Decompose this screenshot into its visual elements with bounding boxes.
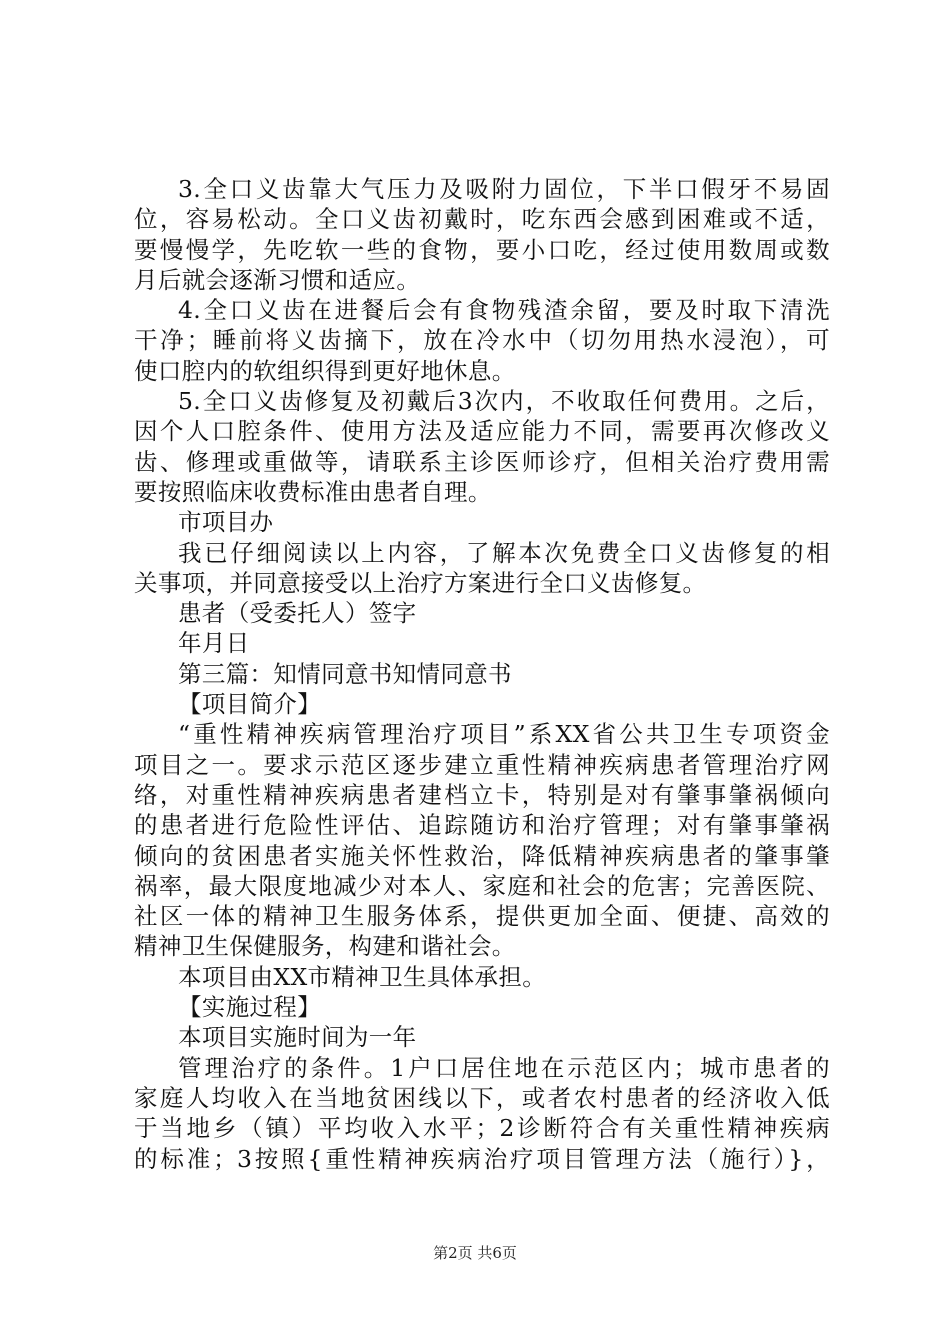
text-line: 社区一体的精神卫生服务体系，提供更加全面、便捷、高效的 [134,902,830,931]
text-line: 3.全口义齿靠大气压力及吸附力固位，下半口假牙不易固 [178,175,830,203]
text-line: 关事项，并同意接受以上治疗方案进行全口义齿修复。 [134,568,707,597]
text-line: 本项目实施时间为一年 [178,1023,417,1052]
text-line: 倾向的贫困患者实施关怀性救治，降低精神疾病患者的肇事肇 [134,841,830,870]
text-line: 干净；睡前将义齿摘下，放在冷水中（切勿用热水浸泡），可 [134,326,830,355]
text-line: 项目之一。要求示范区逐步建立重性精神疾病患者管理治疗网 [134,750,830,779]
text-line: 要按照临床收费标准由患者自理。 [134,477,492,506]
text-line: 【项目简介】 [178,690,322,719]
text-line: 【实施过程】 [178,993,322,1022]
text-line: 第三篇：知情同意书知情同意书 [178,659,512,688]
text-line: 因个人口腔条件、使用方法及适应能力不同，需要再次修改义 [134,417,830,446]
text-line: 月后就会逐渐习惯和适应。 [134,265,421,294]
text-line: 我已仔细阅读以上内容，了解本次免费全口义齿修复的相 [178,538,830,567]
page-footer [0,1243,950,1263]
text-line: 患者（受委托人）签字 [178,599,417,628]
text-line: 位，容易松动。全口义齿初戴时，吃东西会感到困难或不适， [134,205,830,234]
document-body [134,174,830,1174]
text-line: “重性精神疾病管理治疗项目”系XX省公共卫生专项资金 [178,720,830,749]
page-number: 第2页 共6页 [433,1244,517,1262]
text-line: 于当地乡（镇）平均收入水平；2诊断符合有关重性精神疾病 [134,1114,830,1143]
text-line: 4.全口义齿在进餐后会有食物残渣余留，要及时取下清洗 [178,296,830,325]
text-line: 精神卫生保健服务，构建和谐社会。 [134,932,516,961]
text-line: 年月日 [178,629,250,658]
text-line: 使口腔内的软组织得到更好地休息。 [134,356,516,385]
text-line: 家庭人均收入在当地贫困线以下，或者农村患者的经济收入低 [134,1083,830,1112]
text-line: 5.全口义齿修复及初戴后3次内，不收取任何费用。之后， [178,387,830,416]
text-line: 本项目由XX市精神卫生具体承担。 [178,962,547,991]
text-line: 市项目办 [178,508,274,537]
text-line: 祸率，最大限度地减少对本人、家庭和社会的危害；完善医院、 [134,871,830,900]
text-line: 的患者进行危险性评估、追踪随访和治疗管理；对有肇事肇祸 [134,811,830,840]
text-line: 络，对重性精神疾病患者建档立卡，特别是对有肇事肇祸倾向 [134,780,830,809]
text-line: 齿、修理或重做等，请联系主诊医师诊疗，但相关治疗费用需 [134,447,830,476]
text-line: 管理治疗的条件。1户口居住地在示范区内；城市患者的 [178,1053,830,1082]
text-line: 的标准；3按照{重性精神疾病治疗项目管理方法（施行）}， [134,1144,830,1173]
text-line: 要慢慢学，先吃软一些的食物，要小口吃，经过使用数周或数 [134,235,830,264]
